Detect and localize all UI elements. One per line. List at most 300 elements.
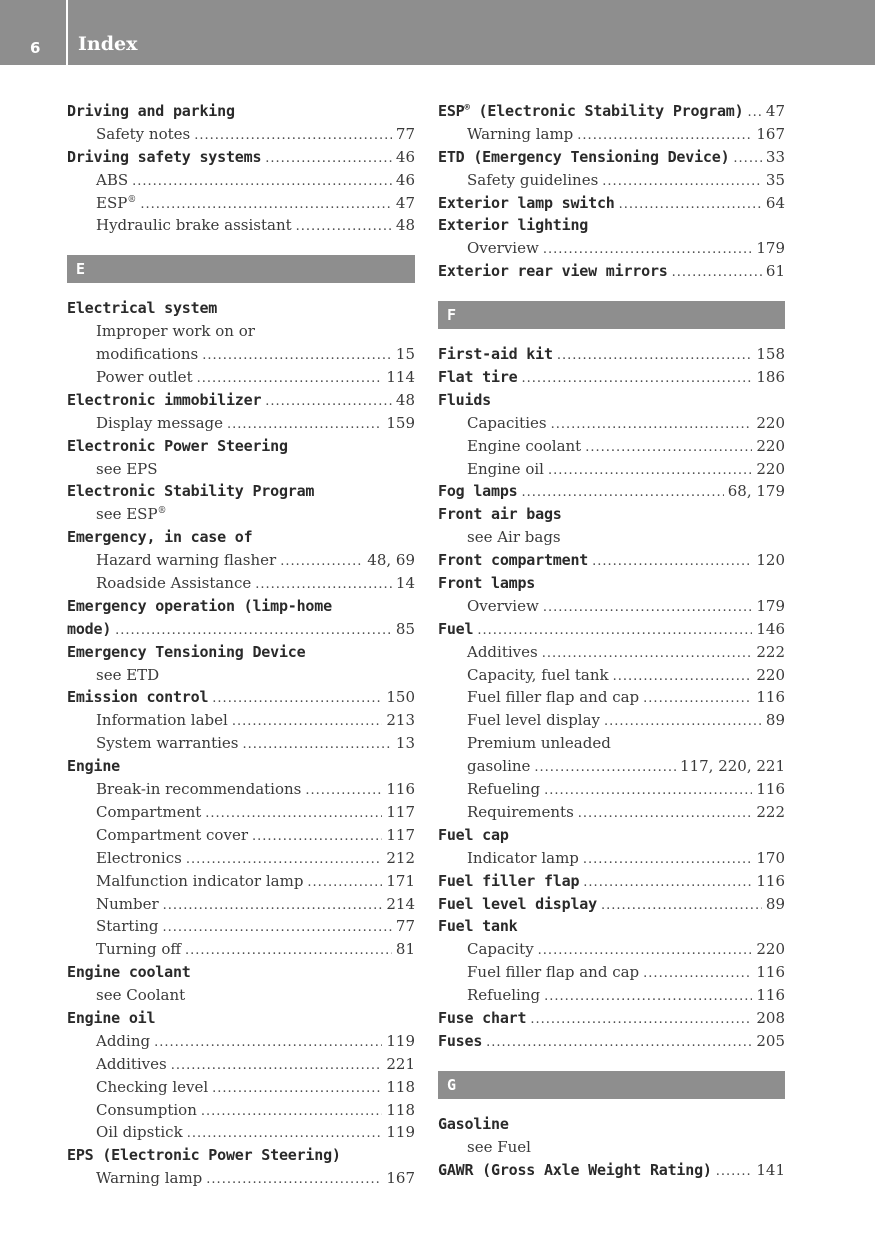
dot-leader <box>212 688 382 711</box>
index-subentry <box>438 664 785 687</box>
page-reference: 114 <box>386 368 415 387</box>
entry-text: Capacity <box>467 940 534 959</box>
entry-label <box>96 343 198 366</box>
entry-text: Exterior lamp switch <box>438 193 615 212</box>
index-subentry <box>438 938 785 961</box>
index-subentry <box>67 801 415 824</box>
dot-leader <box>201 1101 382 1124</box>
dot-leader <box>194 125 392 148</box>
dot-leader <box>613 666 753 689</box>
entry-text: ESP <box>96 193 128 212</box>
index-subentry <box>438 123 785 146</box>
index-entry <box>438 503 785 526</box>
dot-leader <box>265 391 392 414</box>
entry-text: Engine <box>67 757 120 776</box>
entry-label <box>96 366 193 389</box>
entry-text: Hydraulic brake assistant <box>96 216 292 235</box>
page-reference: 158 <box>756 345 785 364</box>
entry-text: Fuse chart <box>438 1008 527 1027</box>
entry-label <box>467 412 547 435</box>
entry-text: Warning lamp <box>467 124 574 143</box>
entry-label <box>67 100 235 123</box>
entry-text: Refueling <box>467 986 541 1005</box>
index-subentry <box>438 641 785 664</box>
entry-text: Front compartment <box>438 551 589 570</box>
entry-label <box>438 893 597 916</box>
index-subentry <box>67 366 415 389</box>
index-entry <box>67 100 415 123</box>
entry-text: Adding <box>96 1031 151 1050</box>
entry-text: Capacity, fuel tank <box>467 665 609 684</box>
page-reference: 15 <box>395 345 415 364</box>
entry-text: Engine coolant <box>67 963 191 982</box>
page-number: 6 <box>30 39 41 57</box>
index-entry <box>438 1159 785 1182</box>
index-subentry <box>67 320 415 343</box>
index-subentry <box>67 1099 415 1122</box>
dot-leader <box>602 171 762 194</box>
index-subentry <box>67 915 415 938</box>
entry-text: ETD (Emergency Tensioning Device) <box>438 147 730 166</box>
entry-text-continued: (Electronic Stability Program) <box>469 102 744 120</box>
entry-label <box>96 169 128 192</box>
entry-label <box>467 169 598 192</box>
entry-text: Fuel level display <box>438 894 597 913</box>
entry-label <box>96 503 167 526</box>
entry-text: Premium unleaded <box>467 734 611 753</box>
page-reference: 46 <box>395 170 415 189</box>
entry-text: Additives <box>96 1054 167 1073</box>
index-entry <box>438 100 785 123</box>
index-subentry <box>67 1121 415 1144</box>
index-entry <box>67 389 415 412</box>
entry-text: mode) <box>67 619 112 638</box>
entry-label <box>96 801 201 824</box>
entry-label <box>467 526 561 549</box>
index-entry <box>438 366 785 389</box>
page-reference: 170 <box>756 848 785 867</box>
page-reference: 221 <box>386 1054 415 1073</box>
entry-label <box>467 709 600 732</box>
index-subentry <box>438 458 785 481</box>
page-reference: 81 <box>395 940 415 959</box>
entry-label <box>96 214 292 237</box>
index-entry <box>67 641 415 664</box>
entry-text: First-aid kit <box>438 345 553 364</box>
index-entry <box>438 1113 785 1136</box>
dot-leader <box>202 345 392 368</box>
section-letter-heading: E <box>67 255 415 283</box>
entry-label <box>438 480 517 503</box>
entry-label <box>467 755 530 778</box>
page-reference: 118 <box>386 1100 415 1119</box>
entry-text: Oil dipstick <box>96 1123 183 1142</box>
index-entry <box>438 146 785 169</box>
dot-leader <box>206 1169 382 1192</box>
entry-label <box>467 1136 531 1159</box>
entry-label <box>67 961 191 984</box>
entry-text: Display message <box>96 413 224 432</box>
dot-leader <box>255 574 392 597</box>
dot-leader <box>197 368 383 391</box>
entry-label <box>467 801 574 824</box>
page-reference: 117 <box>386 802 415 821</box>
dot-leader <box>280 551 363 574</box>
dot-leader <box>672 262 762 285</box>
dot-leader <box>538 940 753 963</box>
entry-text: Roadside Assistance <box>96 574 252 593</box>
entry-text: Exterior rear view mirrors <box>438 262 668 281</box>
page-reference: 159 <box>386 413 415 432</box>
dot-leader <box>477 620 752 643</box>
entry-text: System warranties <box>96 734 239 753</box>
section-letter-heading: F <box>438 301 785 329</box>
entry-text: ESP <box>438 102 465 120</box>
registered-mark: ® <box>464 103 470 113</box>
entry-text: Hazard warning flasher <box>96 551 277 570</box>
entry-text: Overview <box>467 239 539 258</box>
dot-leader <box>583 872 752 895</box>
dot-leader <box>486 1032 752 1055</box>
index-entry <box>67 480 415 503</box>
entry-text: Driving and parking <box>67 102 235 120</box>
entry-text: see EPS <box>96 459 158 478</box>
entry-label <box>96 893 159 916</box>
dot-leader <box>307 872 382 895</box>
page-reference: 212 <box>386 848 415 867</box>
index-subentry <box>67 1076 415 1099</box>
page-reference: 116 <box>756 986 785 1005</box>
page-reference: 47 <box>395 193 415 212</box>
index-subentry <box>438 1136 785 1159</box>
page-reference: 146 <box>756 619 785 638</box>
entry-text: Refueling <box>467 780 541 799</box>
entry-label <box>467 664 609 687</box>
entry-label <box>96 320 255 343</box>
index-entry <box>67 297 415 320</box>
index-entry <box>67 1144 415 1167</box>
entry-text: Fluids <box>438 390 491 409</box>
entry-text: Fuses <box>438 1031 483 1050</box>
entry-text: Malfunction indicator lamp <box>96 871 304 890</box>
index-entry <box>438 480 785 503</box>
dot-leader <box>227 414 382 437</box>
dot-leader <box>543 239 753 262</box>
entry-label <box>96 1099 197 1122</box>
entry-label <box>67 595 332 618</box>
entry-label <box>438 1113 509 1136</box>
entry-label <box>96 1053 167 1076</box>
entry-label <box>438 572 535 595</box>
entry-label <box>96 549 276 572</box>
dot-leader <box>542 643 753 666</box>
entry-text: Requirements <box>467 802 574 821</box>
dot-leader <box>601 895 762 918</box>
index-subentry <box>67 984 415 1007</box>
entry-text: Fuel <box>438 619 474 638</box>
page-reference: 220 <box>756 665 785 684</box>
index-entry <box>438 1007 785 1030</box>
entry-text: Improper work on or <box>96 322 255 341</box>
dot-leader <box>187 1123 383 1146</box>
entry-text: Power outlet <box>96 368 193 387</box>
index-column-left <box>67 100 415 1190</box>
page-reference: 116 <box>756 871 785 890</box>
entry-label <box>438 214 588 237</box>
index-subentry <box>438 801 785 824</box>
page-reference: 33 <box>765 147 785 166</box>
entry-text: Electronics <box>96 848 182 867</box>
dot-leader <box>643 688 752 711</box>
entry-text: see ESP <box>96 505 158 524</box>
page-reference: 116 <box>386 780 415 799</box>
entry-text: Engine oil <box>467 459 544 478</box>
entry-label <box>467 458 544 481</box>
index-entry <box>438 915 785 938</box>
dot-leader <box>242 734 391 757</box>
entry-text: Indicator lamp <box>467 848 579 867</box>
entry-label <box>96 1030 150 1053</box>
registered-mark: ® <box>127 194 137 205</box>
index-subentry <box>67 893 415 916</box>
index-subentry <box>67 503 415 526</box>
page-reference: 116 <box>756 688 785 707</box>
dot-leader <box>548 460 752 483</box>
dot-leader <box>163 917 392 940</box>
entry-label <box>438 870 579 893</box>
index-subentry <box>438 169 785 192</box>
entry-text: EPS (Electronic Power Steering) <box>67 1146 341 1165</box>
dot-leader <box>585 437 752 460</box>
index-column-right <box>438 100 785 1181</box>
entry-label <box>467 237 539 260</box>
index-subentry <box>67 1030 415 1053</box>
dot-leader <box>551 414 753 437</box>
index-subentry <box>438 709 785 732</box>
entry-label <box>438 146 729 169</box>
dot-leader <box>544 780 752 803</box>
dot-leader <box>619 194 762 217</box>
entry-label <box>96 847 182 870</box>
entry-text: Front lamps <box>438 574 536 593</box>
page-reference: 214 <box>386 894 415 913</box>
page-reference: 186 <box>756 368 785 387</box>
entry-label <box>438 343 553 366</box>
index-entry <box>438 214 785 237</box>
page-reference: 46 <box>395 147 415 166</box>
dot-leader <box>140 194 392 217</box>
entry-text: Emergency operation (limp-home <box>67 596 332 615</box>
page-reference: 222 <box>756 802 785 821</box>
entry-label <box>438 1030 482 1053</box>
index-subentry <box>67 847 415 870</box>
entry-label <box>467 961 639 984</box>
page-reference: 47 <box>765 102 785 120</box>
entry-text: Electrical system <box>67 299 218 318</box>
entry-label <box>67 641 305 664</box>
page-reference: 61 <box>765 262 785 281</box>
page-header <box>0 0 875 65</box>
section-letter-heading: G <box>438 1071 785 1099</box>
page-reference: 48, 69 <box>367 551 415 570</box>
entry-label <box>438 1159 712 1182</box>
index-entry <box>438 572 785 595</box>
dot-leader <box>747 102 761 125</box>
entry-text: see Fuel <box>467 1137 531 1156</box>
entry-text: Warning lamp <box>96 1169 203 1188</box>
index-entry <box>67 595 415 618</box>
entry-text: Emergency Tensioning Device <box>67 642 306 661</box>
entry-text: Emission control <box>67 688 209 707</box>
entry-label <box>96 870 303 893</box>
entry-label <box>96 824 248 847</box>
entry-label <box>467 984 540 1007</box>
dot-leader <box>205 803 382 826</box>
page-title: Index <box>78 33 138 55</box>
entry-label <box>467 938 534 961</box>
index-subentry <box>67 412 415 435</box>
entry-text: Electronic Stability Program <box>67 482 315 501</box>
entry-text: Compartment <box>96 802 202 821</box>
dot-leader <box>163 895 383 918</box>
entry-text: gasoline <box>467 757 531 776</box>
entry-text: Fuel filler flap and cap <box>467 688 640 707</box>
index-subentry <box>67 1167 415 1190</box>
index-subentry <box>67 549 415 572</box>
entry-text: Engine oil <box>67 1008 156 1027</box>
page-reference: 220 <box>756 436 785 455</box>
entry-label <box>467 778 540 801</box>
dot-leader <box>212 1078 382 1101</box>
entry-text: Safety guidelines <box>467 170 599 189</box>
index-entry <box>438 893 785 916</box>
entry-label <box>96 938 181 961</box>
index-subentry <box>67 870 415 893</box>
index-subentry <box>67 343 415 366</box>
entry-label <box>438 503 562 526</box>
index-subentry <box>438 237 785 260</box>
entry-text: Engine coolant <box>467 436 582 455</box>
index-subentry <box>67 824 415 847</box>
entry-label <box>67 435 288 458</box>
entry-label <box>438 389 491 412</box>
entry-text: ABS <box>96 170 129 189</box>
entry-text: Compartment cover <box>96 825 248 844</box>
index-subentry <box>438 686 785 709</box>
entry-text: Consumption <box>96 1100 197 1119</box>
dot-leader <box>252 826 382 849</box>
entry-text: Overview <box>467 596 539 615</box>
entry-label <box>96 664 159 687</box>
entry-label <box>96 458 158 481</box>
entry-label <box>438 100 743 123</box>
page-reference: 179 <box>756 596 785 615</box>
entry-label <box>96 915 159 938</box>
index-subentry <box>67 458 415 481</box>
page-reference: 64 <box>765 193 785 212</box>
entry-text: Checking level <box>96 1077 209 1096</box>
page-reference: 48 <box>395 216 415 235</box>
page-reference: 116 <box>756 780 785 799</box>
entry-label <box>438 618 473 641</box>
entry-text: Fuel level display <box>467 711 601 730</box>
entry-label <box>438 366 517 389</box>
index-subentry <box>438 526 785 549</box>
page-reference: 220 <box>756 459 785 478</box>
entry-label <box>438 915 517 938</box>
index-entry <box>67 435 415 458</box>
index-entry <box>438 389 785 412</box>
dot-leader <box>232 711 383 734</box>
index-entry <box>438 1030 785 1053</box>
dot-leader <box>592 551 752 574</box>
index-subentry <box>67 214 415 237</box>
page-reference: 89 <box>765 711 785 730</box>
index-subentry <box>438 847 785 870</box>
index-entry <box>438 192 785 215</box>
entry-label <box>467 123 573 146</box>
dot-leader <box>604 711 762 734</box>
entry-label <box>67 389 261 412</box>
page-reference: 77 <box>395 917 415 936</box>
index-subentry <box>438 778 785 801</box>
index-subentry <box>438 961 785 984</box>
page-reference: 120 <box>756 551 785 570</box>
index-subentry <box>67 192 415 215</box>
index-subentry <box>438 755 785 778</box>
dot-leader <box>305 780 382 803</box>
entry-label <box>438 1007 526 1030</box>
index-subentry <box>67 572 415 595</box>
page-reference: 208 <box>756 1008 785 1027</box>
entry-label <box>96 192 136 215</box>
dot-leader <box>544 986 752 1009</box>
index-entry <box>67 755 415 778</box>
entry-label <box>438 824 509 847</box>
index-entry <box>438 618 785 641</box>
entry-label <box>467 641 538 664</box>
page-reference: 119 <box>386 1031 415 1050</box>
entry-text: Break-in recommendations <box>96 780 302 799</box>
dot-leader <box>716 1161 753 1184</box>
page-reference: 220 <box>756 940 785 959</box>
page-reference: 14 <box>395 574 415 593</box>
entry-text: Flat tire <box>438 368 518 387</box>
dot-leader <box>296 216 392 239</box>
index-entry <box>438 870 785 893</box>
entry-text: Fuel filler flap and cap <box>467 963 640 982</box>
index-entry <box>67 146 415 169</box>
entry-text: Starting <box>96 917 159 936</box>
page-reference: 167 <box>386 1169 415 1188</box>
entry-label <box>96 984 185 1007</box>
dot-leader <box>578 803 753 826</box>
entry-label <box>67 526 252 549</box>
page-reference: 68, 179 <box>727 482 785 501</box>
entry-label <box>96 1076 208 1099</box>
index-entry <box>67 618 415 641</box>
index-subentry <box>438 412 785 435</box>
entry-text: GAWR (Gross Axle Weight Rating) <box>438 1160 712 1179</box>
index-entry <box>67 526 415 549</box>
entry-text: Fuel filler flap <box>438 871 580 890</box>
entry-label <box>67 618 111 641</box>
entry-label <box>96 123 190 146</box>
index-subentry <box>438 595 785 618</box>
entry-text: Electronic Power Steering <box>67 436 288 455</box>
page-reference: 141 <box>756 1160 785 1179</box>
entry-text: see Coolant <box>96 986 186 1005</box>
